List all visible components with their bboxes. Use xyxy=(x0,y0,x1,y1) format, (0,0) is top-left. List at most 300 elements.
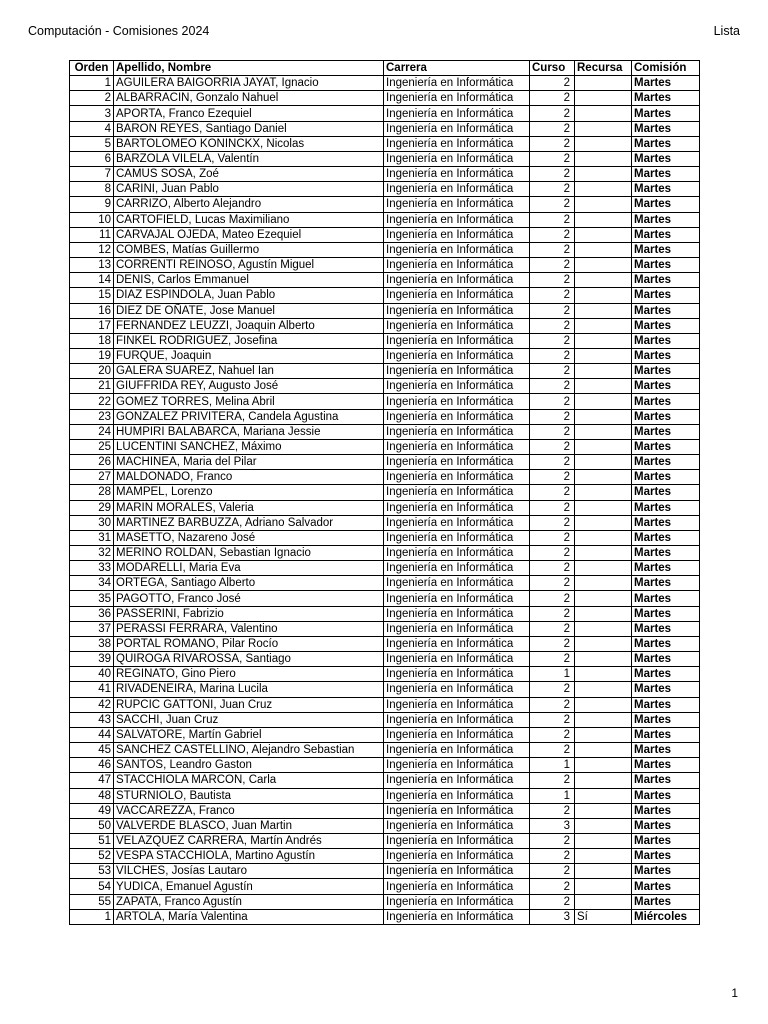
carrera-cell: Ingeniería en Informática xyxy=(384,743,530,758)
students-table xyxy=(69,60,700,925)
curso-cell: 2 xyxy=(530,743,575,758)
orden-cell: 36 xyxy=(70,606,114,621)
curso-cell: 2 xyxy=(530,621,575,636)
document-title: Computación - Comisiones 2024 xyxy=(28,24,210,38)
recursa-cell xyxy=(575,318,632,333)
orden-cell: 49 xyxy=(70,803,114,818)
carrera-cell: Ingeniería en Informática xyxy=(384,409,530,424)
sheet-label: Lista xyxy=(713,24,740,38)
curso-cell: 2 xyxy=(530,91,575,106)
table-row xyxy=(70,636,700,651)
comision-cell: Martes xyxy=(632,652,700,667)
curso-cell: 2 xyxy=(530,242,575,257)
comision-cell: Martes xyxy=(632,818,700,833)
carrera-cell: Ingeniería en Informática xyxy=(384,288,530,303)
recursa-cell xyxy=(575,894,632,909)
orden-cell: 42 xyxy=(70,697,114,712)
table-row xyxy=(70,379,700,394)
curso-cell: 2 xyxy=(530,515,575,530)
comision-cell: Martes xyxy=(632,697,700,712)
comision-cell: Martes xyxy=(632,727,700,742)
nombre-cell: CARRIZO, Alberto Alejandro xyxy=(114,197,384,212)
comision-cell: Martes xyxy=(632,864,700,879)
orden-cell: 7 xyxy=(70,167,114,182)
curso-cell: 2 xyxy=(530,849,575,864)
orden-cell: 13 xyxy=(70,258,114,273)
recursa-cell xyxy=(575,606,632,621)
table-row xyxy=(70,758,700,773)
page-number: 1 xyxy=(731,986,738,1000)
orden-cell: 50 xyxy=(70,818,114,833)
recursa-cell xyxy=(575,530,632,545)
recursa-cell xyxy=(575,303,632,318)
nombre-cell: VILCHES, Josías Lautaro xyxy=(114,864,384,879)
curso-cell: 2 xyxy=(530,197,575,212)
curso-cell: 2 xyxy=(530,76,575,91)
nombre-cell: YUDICA, Emanuel Agustín xyxy=(114,879,384,894)
nombre-cell: MACHINEA, Maria del Pilar xyxy=(114,455,384,470)
carrera-cell: Ingeniería en Informática xyxy=(384,227,530,242)
orden-cell: 9 xyxy=(70,197,114,212)
table-row xyxy=(70,212,700,227)
orden-cell: 34 xyxy=(70,576,114,591)
carrera-cell: Ingeniería en Informática xyxy=(384,849,530,864)
comision-cell: Martes xyxy=(632,667,700,682)
table-row xyxy=(70,909,700,924)
carrera-cell: Ingeniería en Informática xyxy=(384,212,530,227)
table-row xyxy=(70,606,700,621)
table-row xyxy=(70,394,700,409)
curso-cell: 2 xyxy=(530,697,575,712)
recursa-cell xyxy=(575,182,632,197)
table-row xyxy=(70,561,700,576)
table-row xyxy=(70,227,700,242)
table-row xyxy=(70,318,700,333)
orden-cell: 26 xyxy=(70,455,114,470)
comision-cell: Martes xyxy=(632,424,700,439)
comision-cell: Martes xyxy=(632,576,700,591)
carrera-cell: Ingeniería en Informática xyxy=(384,773,530,788)
table-row xyxy=(70,530,700,545)
recursa-cell xyxy=(575,91,632,106)
table-row xyxy=(70,76,700,91)
nombre-cell: SACCHI, Juan Cruz xyxy=(114,712,384,727)
curso-cell: 2 xyxy=(530,591,575,606)
table-row xyxy=(70,621,700,636)
table-row xyxy=(70,288,700,303)
column-header-nombre: Apellido, Nombre xyxy=(114,61,384,76)
carrera-cell: Ingeniería en Informática xyxy=(384,197,530,212)
carrera-cell: Ingeniería en Informática xyxy=(384,167,530,182)
table-row xyxy=(70,818,700,833)
curso-cell: 1 xyxy=(530,758,575,773)
recursa-cell xyxy=(575,515,632,530)
curso-cell: 2 xyxy=(530,879,575,894)
carrera-cell: Ingeniería en Informática xyxy=(384,561,530,576)
nombre-cell: ALBARRACIN, Gonzalo Nahuel xyxy=(114,91,384,106)
carrera-cell: Ingeniería en Informática xyxy=(384,91,530,106)
table-row xyxy=(70,273,700,288)
carrera-cell: Ingeniería en Informática xyxy=(384,864,530,879)
curso-cell: 2 xyxy=(530,167,575,182)
recursa-cell xyxy=(575,197,632,212)
table-row xyxy=(70,682,700,697)
orden-cell: 45 xyxy=(70,743,114,758)
nombre-cell: BARTOLOMEO KONINCKX, Nicolas xyxy=(114,136,384,151)
nombre-cell: PORTAL ROMANO, Pilar Rocío xyxy=(114,636,384,651)
recursa-cell xyxy=(575,258,632,273)
recursa-cell xyxy=(575,546,632,561)
comision-cell: Martes xyxy=(632,273,700,288)
carrera-cell: Ingeniería en Informática xyxy=(384,273,530,288)
nombre-cell: ORTEGA, Santiago Alberto xyxy=(114,576,384,591)
carrera-cell: Ingeniería en Informática xyxy=(384,424,530,439)
comision-cell: Martes xyxy=(632,621,700,636)
recursa-cell xyxy=(575,500,632,515)
table-row xyxy=(70,167,700,182)
curso-cell: 2 xyxy=(530,530,575,545)
comision-cell: Martes xyxy=(632,227,700,242)
orden-cell: 28 xyxy=(70,485,114,500)
carrera-cell: Ingeniería en Informática xyxy=(384,652,530,667)
orden-cell: 35 xyxy=(70,591,114,606)
table-row xyxy=(70,333,700,348)
recursa-cell xyxy=(575,455,632,470)
recursa-cell xyxy=(575,591,632,606)
carrera-cell: Ingeniería en Informática xyxy=(384,712,530,727)
carrera-cell: Ingeniería en Informática xyxy=(384,621,530,636)
table-row xyxy=(70,197,700,212)
carrera-cell: Ingeniería en Informática xyxy=(384,758,530,773)
carrera-cell: Ingeniería en Informática xyxy=(384,636,530,651)
recursa-cell xyxy=(575,561,632,576)
curso-cell: 1 xyxy=(530,788,575,803)
carrera-cell: Ingeniería en Informática xyxy=(384,894,530,909)
curso-cell: 3 xyxy=(530,818,575,833)
curso-cell: 2 xyxy=(530,455,575,470)
curso-cell: 2 xyxy=(530,439,575,454)
nombre-cell: CARINI, Juan Pablo xyxy=(114,182,384,197)
carrera-cell: Ingeniería en Informática xyxy=(384,121,530,136)
nombre-cell: CARTOFIELD, Lucas Maximiliano xyxy=(114,212,384,227)
nombre-cell: PERASSI FERRARA, Valentino xyxy=(114,621,384,636)
orden-cell: 15 xyxy=(70,288,114,303)
recursa-cell xyxy=(575,712,632,727)
nombre-cell: FURQUE, Joaquin xyxy=(114,348,384,363)
carrera-cell: Ingeniería en Informática xyxy=(384,106,530,121)
carrera-cell: Ingeniería en Informática xyxy=(384,470,530,485)
orden-cell: 47 xyxy=(70,773,114,788)
recursa-cell xyxy=(575,424,632,439)
curso-cell: 2 xyxy=(530,727,575,742)
table-row xyxy=(70,591,700,606)
comision-cell: Martes xyxy=(632,364,700,379)
recursa-cell xyxy=(575,727,632,742)
table-row xyxy=(70,409,700,424)
orden-cell: 38 xyxy=(70,636,114,651)
nombre-cell: RUPCIC GATTONI, Juan Cruz xyxy=(114,697,384,712)
nombre-cell: SANTOS, Leandro Gaston xyxy=(114,758,384,773)
table-row xyxy=(70,470,700,485)
comision-cell: Martes xyxy=(632,455,700,470)
orden-cell: 25 xyxy=(70,439,114,454)
recursa-cell xyxy=(575,621,632,636)
orden-cell: 46 xyxy=(70,758,114,773)
carrera-cell: Ingeniería en Informática xyxy=(384,348,530,363)
orden-cell: 39 xyxy=(70,652,114,667)
table-row xyxy=(70,879,700,894)
comision-cell: Martes xyxy=(632,636,700,651)
orden-cell: 41 xyxy=(70,682,114,697)
carrera-cell: Ingeniería en Informática xyxy=(384,379,530,394)
carrera-cell: Ingeniería en Informática xyxy=(384,788,530,803)
table-row xyxy=(70,151,700,166)
table-row xyxy=(70,864,700,879)
nombre-cell: DENIS, Carlos Emmanuel xyxy=(114,273,384,288)
table-row xyxy=(70,424,700,439)
curso-cell: 2 xyxy=(530,682,575,697)
carrera-cell: Ingeniería en Informática xyxy=(384,500,530,515)
comision-cell: Martes xyxy=(632,303,700,318)
nombre-cell: APORTA, Franco Ezequiel xyxy=(114,106,384,121)
orden-cell: 21 xyxy=(70,379,114,394)
table-row xyxy=(70,455,700,470)
recursa-cell xyxy=(575,667,632,682)
recursa-cell xyxy=(575,470,632,485)
nombre-cell: GOMEZ TORRES, Melina Abril xyxy=(114,394,384,409)
table-row xyxy=(70,500,700,515)
curso-cell: 2 xyxy=(530,712,575,727)
recursa-cell xyxy=(575,636,632,651)
orden-cell: 29 xyxy=(70,500,114,515)
carrera-cell: Ingeniería en Informática xyxy=(384,303,530,318)
recursa-cell xyxy=(575,227,632,242)
carrera-cell: Ingeniería en Informática xyxy=(384,242,530,257)
table-row xyxy=(70,91,700,106)
nombre-cell: HUMPIRI BALABARCA, Mariana Jessie xyxy=(114,424,384,439)
nombre-cell: CARVAJAL OJEDA, Mateo Ezequiel xyxy=(114,227,384,242)
orden-cell: 6 xyxy=(70,151,114,166)
recursa-cell xyxy=(575,833,632,848)
column-header-orden: Orden xyxy=(70,61,114,76)
recursa-cell: Sí xyxy=(575,909,632,924)
orden-cell: 37 xyxy=(70,621,114,636)
table-row xyxy=(70,803,700,818)
carrera-cell: Ingeniería en Informática xyxy=(384,485,530,500)
orden-cell: 22 xyxy=(70,394,114,409)
carrera-cell: Ingeniería en Informática xyxy=(384,258,530,273)
nombre-cell: MASETTO, Nazareno José xyxy=(114,530,384,545)
comision-cell: Martes xyxy=(632,849,700,864)
comision-cell: Martes xyxy=(632,879,700,894)
recursa-cell xyxy=(575,106,632,121)
nombre-cell: CORRENTI REINOSO, Agustín Miguel xyxy=(114,258,384,273)
nombre-cell: SALVATORE, Martín Gabriel xyxy=(114,727,384,742)
comision-cell: Martes xyxy=(632,318,700,333)
table-row xyxy=(70,546,700,561)
nombre-cell: ZAPATA, Franco Agustín xyxy=(114,894,384,909)
curso-cell: 2 xyxy=(530,485,575,500)
carrera-cell: Ingeniería en Informática xyxy=(384,909,530,924)
curso-cell: 2 xyxy=(530,894,575,909)
carrera-cell: Ingeniería en Informática xyxy=(384,803,530,818)
carrera-cell: Ingeniería en Informática xyxy=(384,591,530,606)
recursa-cell xyxy=(575,439,632,454)
recursa-cell xyxy=(575,758,632,773)
orden-cell: 32 xyxy=(70,546,114,561)
table-row xyxy=(70,727,700,742)
recursa-cell xyxy=(575,273,632,288)
comision-cell: Martes xyxy=(632,106,700,121)
recursa-cell xyxy=(575,348,632,363)
nombre-cell: MAMPEL, Lorenzo xyxy=(114,485,384,500)
comision-cell: Martes xyxy=(632,743,700,758)
nombre-cell: VESPA STACCHIOLA, Martino Agustín xyxy=(114,849,384,864)
recursa-cell xyxy=(575,76,632,91)
carrera-cell: Ingeniería en Informática xyxy=(384,136,530,151)
recursa-cell xyxy=(575,409,632,424)
column-header-recursa: Recursa xyxy=(575,61,632,76)
recursa-cell xyxy=(575,576,632,591)
comision-cell: Martes xyxy=(632,546,700,561)
curso-cell: 2 xyxy=(530,318,575,333)
comision-cell: Martes xyxy=(632,530,700,545)
curso-cell: 2 xyxy=(530,212,575,227)
recursa-cell xyxy=(575,788,632,803)
table-row xyxy=(70,515,700,530)
table-row xyxy=(70,712,700,727)
nombre-cell: PASSERINI, Fabrizio xyxy=(114,606,384,621)
orden-cell: 14 xyxy=(70,273,114,288)
table-row xyxy=(70,242,700,257)
nombre-cell: FINKEL RODRIGUEZ, Josefina xyxy=(114,333,384,348)
curso-cell: 2 xyxy=(530,136,575,151)
column-header-comision: Comisión xyxy=(632,61,700,76)
recursa-cell xyxy=(575,379,632,394)
carrera-cell: Ingeniería en Informática xyxy=(384,394,530,409)
curso-cell: 2 xyxy=(530,636,575,651)
nombre-cell: COMBES, Matías Guillermo xyxy=(114,242,384,257)
recursa-cell xyxy=(575,652,632,667)
table-header-row xyxy=(70,61,700,76)
curso-cell: 2 xyxy=(530,409,575,424)
comision-cell: Martes xyxy=(632,91,700,106)
table-row xyxy=(70,743,700,758)
curso-cell: 2 xyxy=(530,333,575,348)
carrera-cell: Ingeniería en Informática xyxy=(384,318,530,333)
curso-cell: 2 xyxy=(530,394,575,409)
carrera-cell: Ingeniería en Informática xyxy=(384,727,530,742)
recursa-cell xyxy=(575,394,632,409)
nombre-cell: DIAZ ESPINDOLA, Juan Pablo xyxy=(114,288,384,303)
nombre-cell: VELAZQUEZ CARRERA, Martín Andrés xyxy=(114,833,384,848)
carrera-cell: Ingeniería en Informática xyxy=(384,333,530,348)
nombre-cell: GIUFFRIDA REY, Augusto José xyxy=(114,379,384,394)
curso-cell: 2 xyxy=(530,833,575,848)
nombre-cell: BARZOLA VILELA, Valentín xyxy=(114,151,384,166)
comision-cell: Martes xyxy=(632,591,700,606)
curso-cell: 1 xyxy=(530,667,575,682)
table-row xyxy=(70,833,700,848)
nombre-cell: GALERA SUAREZ, Nahuel Ian xyxy=(114,364,384,379)
table-row xyxy=(70,773,700,788)
comision-cell: Martes xyxy=(632,515,700,530)
orden-cell: 55 xyxy=(70,894,114,909)
comision-cell: Martes xyxy=(632,258,700,273)
curso-cell: 3 xyxy=(530,909,575,924)
nombre-cell: QUIROGA RIVAROSSA, Santiago xyxy=(114,652,384,667)
curso-cell: 2 xyxy=(530,652,575,667)
curso-cell: 2 xyxy=(530,258,575,273)
table-row xyxy=(70,576,700,591)
curso-cell: 2 xyxy=(530,864,575,879)
carrera-cell: Ingeniería en Informática xyxy=(384,439,530,454)
curso-cell: 2 xyxy=(530,803,575,818)
nombre-cell: CAMUS SOSA, Zoé xyxy=(114,167,384,182)
carrera-cell: Ingeniería en Informática xyxy=(384,818,530,833)
comision-cell: Martes xyxy=(632,409,700,424)
nombre-cell: SANCHEZ CASTELLINO, Alejandro Sebastian xyxy=(114,743,384,758)
recursa-cell xyxy=(575,364,632,379)
table-row xyxy=(70,849,700,864)
recursa-cell xyxy=(575,682,632,697)
nombre-cell: MARIN MORALES, Valeria xyxy=(114,500,384,515)
recursa-cell xyxy=(575,121,632,136)
curso-cell: 2 xyxy=(530,348,575,363)
recursa-cell xyxy=(575,879,632,894)
nombre-cell: MODARELLI, Maria Eva xyxy=(114,561,384,576)
nombre-cell: MALDONADO, Franco xyxy=(114,470,384,485)
carrera-cell: Ingeniería en Informática xyxy=(384,182,530,197)
comision-cell: Martes xyxy=(632,394,700,409)
comision-cell: Martes xyxy=(632,136,700,151)
nombre-cell: DIEZ DE OÑATE, Jose Manuel xyxy=(114,303,384,318)
curso-cell: 2 xyxy=(530,379,575,394)
table-row xyxy=(70,106,700,121)
nombre-cell: GONZALEZ PRIVITERA, Candela Agustina xyxy=(114,409,384,424)
orden-cell: 23 xyxy=(70,409,114,424)
table-row xyxy=(70,258,700,273)
table-row xyxy=(70,182,700,197)
table-row xyxy=(70,894,700,909)
comision-cell: Martes xyxy=(632,121,700,136)
orden-cell: 12 xyxy=(70,242,114,257)
curso-cell: 2 xyxy=(530,773,575,788)
curso-cell: 2 xyxy=(530,288,575,303)
recursa-cell xyxy=(575,167,632,182)
carrera-cell: Ingeniería en Informática xyxy=(384,76,530,91)
nombre-cell: VALVERDE BLASCO, Juan Martin xyxy=(114,818,384,833)
nombre-cell: AGUILERA BAIGORRIA JAYAT, Ignacio xyxy=(114,76,384,91)
comision-cell: Martes xyxy=(632,167,700,182)
nombre-cell: BARON REYES, Santiago Daniel xyxy=(114,121,384,136)
carrera-cell: Ingeniería en Informática xyxy=(384,364,530,379)
comision-cell: Miércoles xyxy=(632,909,700,924)
carrera-cell: Ingeniería en Informática xyxy=(384,455,530,470)
comision-cell: Martes xyxy=(632,439,700,454)
comision-cell: Martes xyxy=(632,379,700,394)
nombre-cell: ARTOLA, María Valentina xyxy=(114,909,384,924)
curso-cell: 2 xyxy=(530,227,575,242)
orden-cell: 16 xyxy=(70,303,114,318)
orden-cell: 51 xyxy=(70,833,114,848)
nombre-cell: PAGOTTO, Franco José xyxy=(114,591,384,606)
comision-cell: Martes xyxy=(632,333,700,348)
nombre-cell: VACCAREZZA, Franco xyxy=(114,803,384,818)
carrera-cell: Ingeniería en Informática xyxy=(384,697,530,712)
comision-cell: Martes xyxy=(632,833,700,848)
carrera-cell: Ingeniería en Informática xyxy=(384,151,530,166)
